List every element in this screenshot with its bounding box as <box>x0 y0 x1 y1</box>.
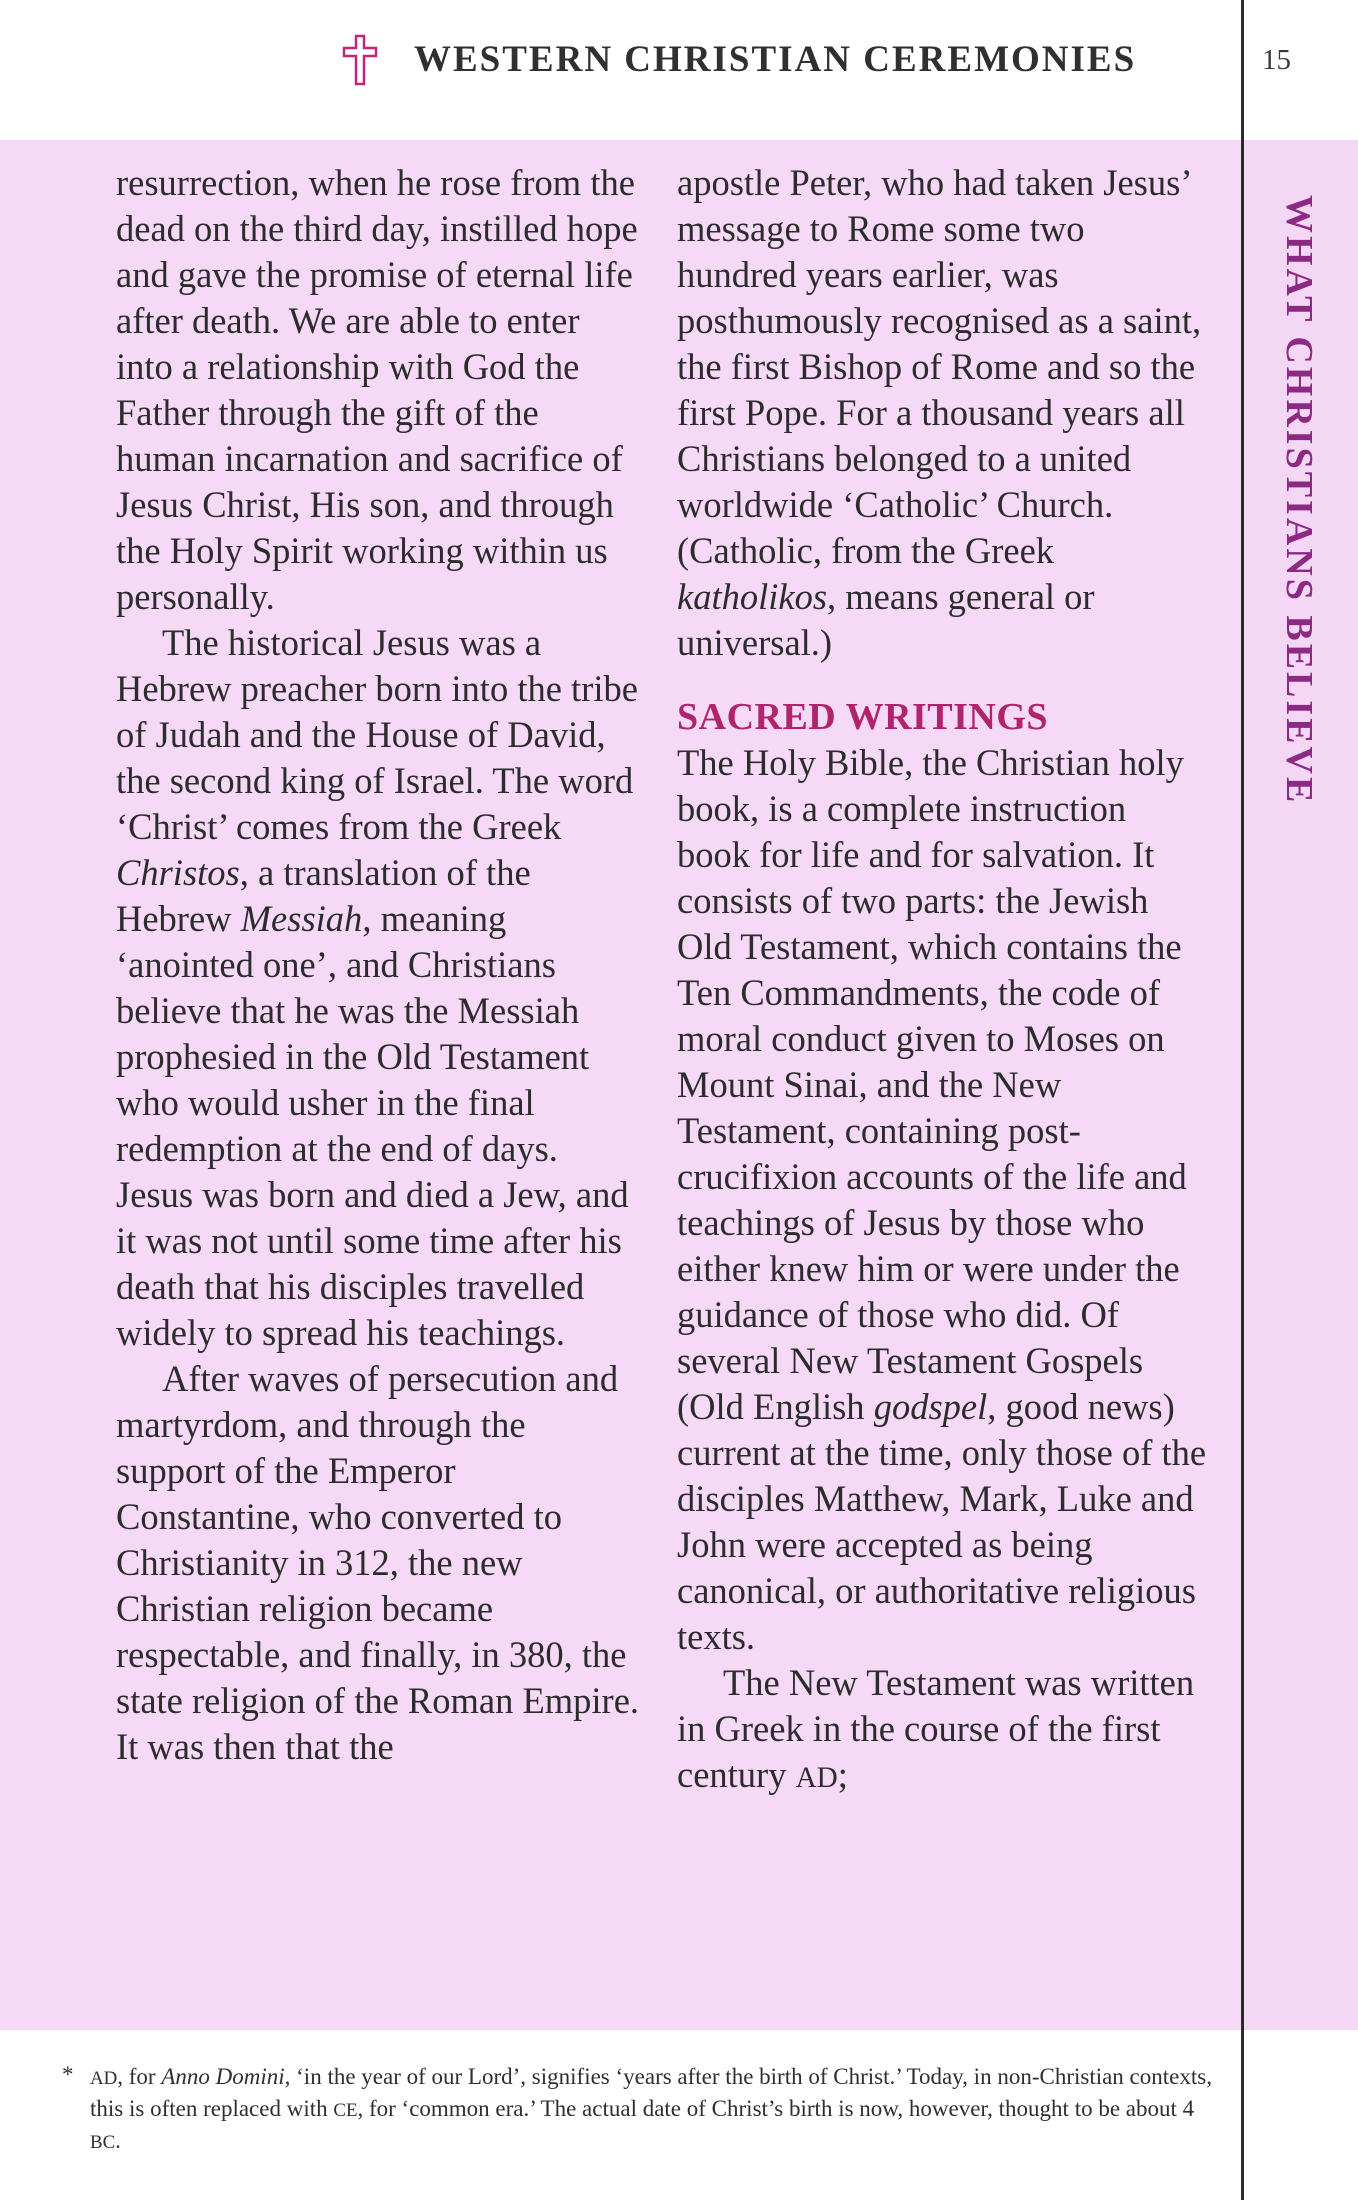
page-header <box>0 0 1291 140</box>
page-number: 15 <box>1262 44 1291 76</box>
left-column <box>116 160 644 1770</box>
paragraph: resurrection, when he rose from the dead on the third day, instilled hope and gave the promise of eternal life after death. We are able to enter into a relationship with God the Father through the gift of the human incarnation and sacrifice of Jesus Christ, His son, and through the Holy Spirit working within us personally. <box>116 162 638 617</box>
paragraph: The New Testament was written in Greek in the course of the first century AD; <box>677 1662 1195 1795</box>
paragraph: After waves of persecution and martyrdom, and through the support of the Emperor Constantine, who converted to Christianity in 312, the new Christian religion became respectable, and finally, in 380, the state religion of the Roman Empire. It was then that the <box>116 1358 640 1767</box>
section-heading: SACRED WRITINGS <box>677 696 1049 738</box>
footnote: * AD, for Anno Domini, ‘in the year of our Lord’, signifies ‘years after the birth of Christ.’ Today, in non-Christian contexts, this is often replaced with CE, for ‘common era.’ The actual date of Christ’s birth is now, however, thought to be about 4 BC. <box>62 2062 1212 2153</box>
section-tab: WHAT CHRISTIANS BELIEVE <box>1278 195 1320 806</box>
right-column <box>677 160 1207 1801</box>
paragraph: apostle Peter, who had taken Jesus’ message to Rome some two hundred years earlier, was posthumously recognised as a saint, the first Bishop of Rome and so the first Pope. For a thousand years all Christians belonged to a united worldwide ‘Catholic’ Church. (Catholic, from the Greek katholikos, means general or universal.) <box>677 162 1202 663</box>
footnote-marker: * <box>62 2062 74 2087</box>
paragraph: The historical Jesus was a Hebrew preacher born into the tribe of Judah and the House of David, the second king of Israel. The word ‘Christ’ comes from the Greek Christos, a translation of the Hebrew Messiah, meaning ‘anointed one’, and Christians believe that he was the Messiah prophesied in the Old Testament who would usher in the final redemption at the end of days. Jesus was born and died a Jew, and it was not until some time after his death that his disciples travelled widely to spread his teachings. <box>116 622 638 1353</box>
running-title: WESTERN CHRISTIAN CEREMONIES <box>414 39 1137 80</box>
cross-icon <box>340 34 380 86</box>
paragraph: The Holy Bible, the Christian holy book, is a complete instruction book for life and for salvation. It consists of two parts: the Jewish Old Testament, which contains the Ten Commandments, the code of moral conduct given to Moses on Mount Sinai, and the New Testament, containing post-crucifixion accounts of the life and teachings of Jesus by those who either knew him or were under the guidance of those who did. Of several New Testament Gospels (Old English godspel, good news) current at the time, only those of the disciples Matthew, Mark, Luke and John were accepted as being canonical, or authoritative religious texts. <box>677 742 1207 1657</box>
